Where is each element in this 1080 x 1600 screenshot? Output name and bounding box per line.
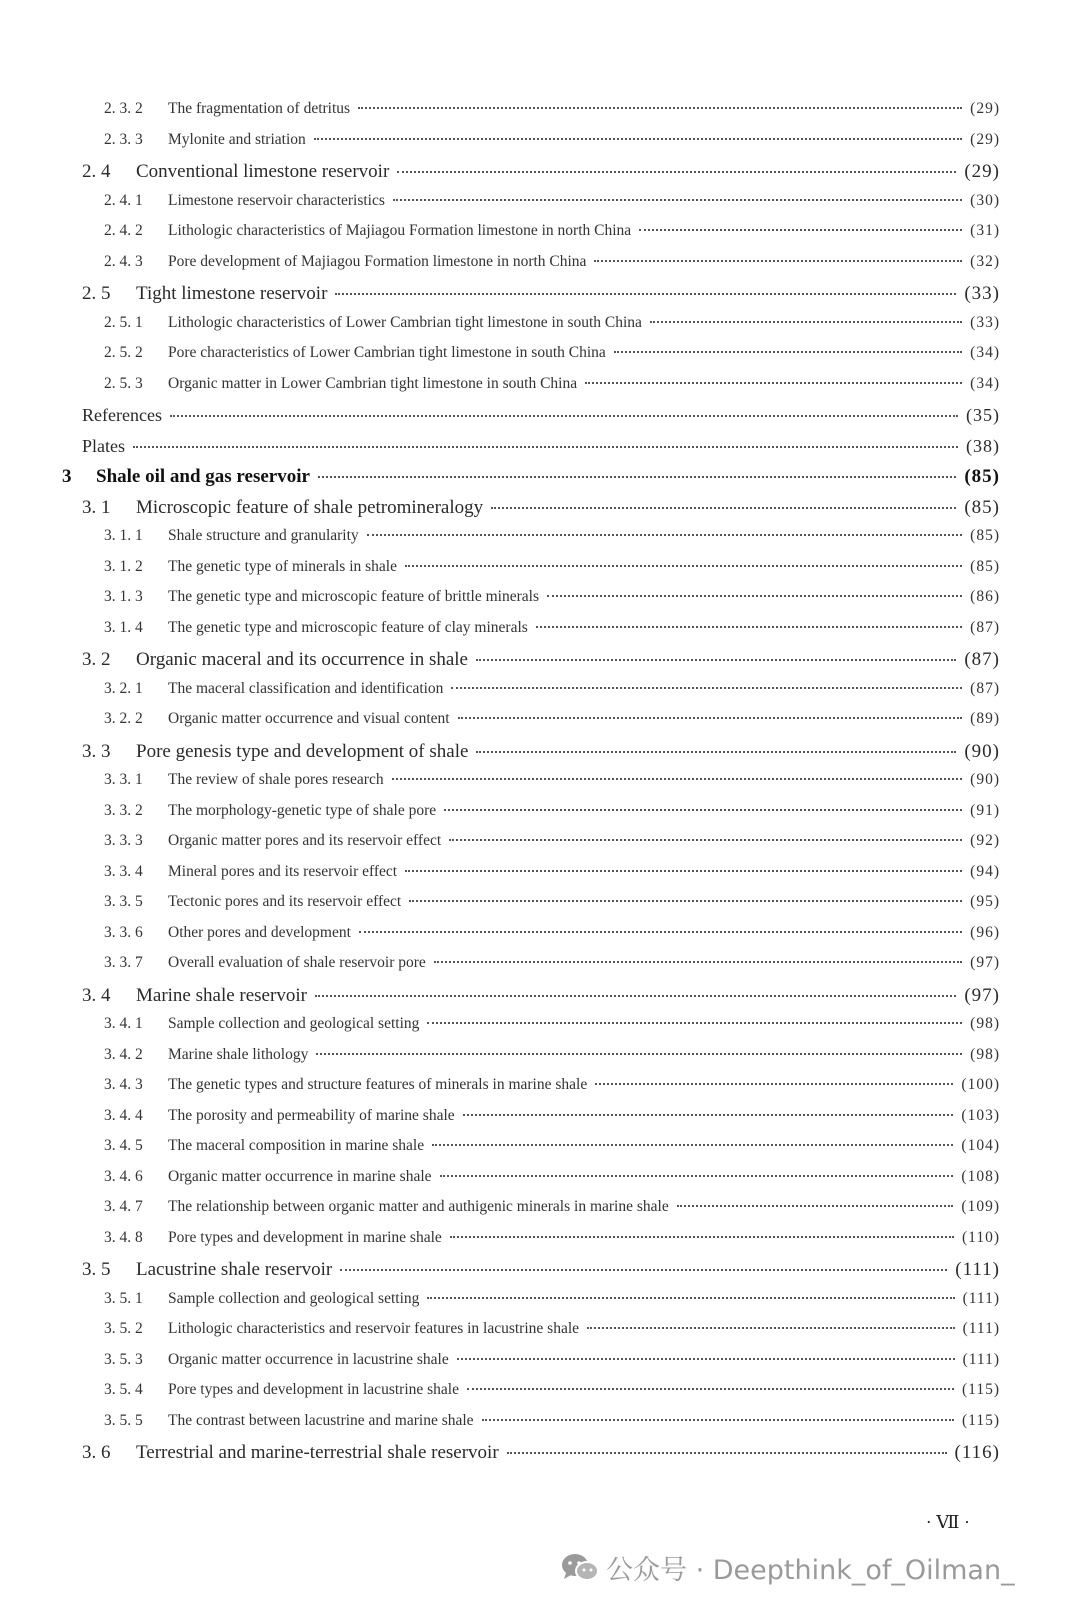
toc-entry [0, 588, 1000, 606]
dot-leader [476, 751, 956, 753]
toc-entry-number: 3. 2 [82, 649, 111, 670]
toc-entry-page: (89) [970, 710, 1000, 727]
toc-entry-number: 3. 4. 1 [104, 1015, 143, 1032]
toc-entry-title: Organic maceral and its occurrence in shale [136, 649, 468, 670]
toc-entry [0, 1320, 1000, 1338]
dot-leader [614, 351, 962, 353]
toc-entry [0, 1442, 1000, 1464]
toc-entry-title: The relationship between organic matter and authigenic minerals in marine shale [168, 1198, 669, 1215]
toc-entry-number: 3. 1. 2 [104, 557, 143, 575]
toc-entry-title: Plates [82, 435, 125, 456]
dot-leader [393, 199, 962, 201]
toc-entry-number: 3. 6 [82, 1442, 111, 1463]
toc-entry-number: 3. 5. 5 [104, 1411, 143, 1429]
toc-entry-number: 3. 3. 2 [104, 801, 143, 819]
toc-entry-page: (87) [970, 618, 1000, 636]
dot-leader [335, 293, 956, 295]
dot-leader [476, 659, 956, 661]
toc-entry-title: Overall evaluation of shale reservoir pore [168, 954, 426, 971]
toc-entry-number: 3. 4. 5 [104, 1137, 143, 1154]
toc-entry-page: (87) [964, 649, 1000, 670]
toc-entry-number: 3. 3. 1 [104, 771, 143, 788]
dot-leader [432, 1144, 953, 1146]
toc-entry-number: 2. 4. 1 [104, 191, 143, 209]
toc-entry-title: Marine shale lithology [168, 1045, 309, 1063]
toc-entry [0, 1168, 1000, 1186]
toc-entry-page: (29) [970, 100, 1000, 117]
dot-leader [547, 595, 962, 597]
toc-entry-title: Pore genesis type and development of shale [136, 740, 469, 762]
toc-entry-page: (85) [970, 527, 1000, 544]
toc-entry-title: Tectonic pores and its reservoir effect [168, 893, 402, 910]
toc-entry-title: The contrast between lacustrine and marine shale [168, 1411, 474, 1429]
toc-entry-page: (30) [970, 191, 1000, 209]
toc-entry [0, 497, 1000, 519]
toc-entry-number: 3. 4. 4 [104, 1106, 143, 1124]
toc-entry-page: (111) [955, 1259, 1000, 1280]
toc-entry-title: Shale oil and gas reservoir [96, 466, 310, 487]
toc-entry-number: 3 [62, 466, 72, 487]
toc-entry [0, 893, 1000, 911]
toc-entry [0, 1107, 1000, 1125]
toc-entry [0, 405, 1000, 426]
toc-entry [0, 253, 1000, 271]
dot-leader [482, 1419, 954, 1421]
toc-entry [0, 344, 1000, 362]
toc-entry [0, 741, 1000, 763]
toc-entry [0, 131, 1000, 149]
dot-leader [427, 1297, 954, 1299]
toc-entry-title: Organic matter pores and its reservoir effect [168, 832, 442, 849]
toc-entry-number: 3. 3. 3 [104, 832, 143, 849]
toc-entry-number: 3. 4. 2 [104, 1045, 143, 1063]
dot-leader [434, 961, 962, 963]
toc-entry-number: 3. 5 [82, 1259, 111, 1280]
dot-leader [491, 507, 956, 509]
toc-entry-title: Pore development of Majiagou Formation limestone in north China [168, 252, 587, 270]
toc-entry-page: (115) [962, 1411, 1000, 1429]
toc-entry [0, 771, 1000, 789]
toc-entry-page: (85) [964, 466, 1000, 487]
toc-entry-title: Organic matter occurrence and visual content [168, 710, 450, 727]
toc-entry-number: 3. 5. 2 [104, 1320, 143, 1337]
toc-entry-number: 3. 5. 4 [104, 1381, 143, 1398]
toc-entry-title: References [82, 405, 162, 425]
dot-leader [457, 1358, 955, 1360]
toc-entry [0, 924, 1000, 942]
toc-entry-page: (109) [961, 1198, 1000, 1215]
toc-entry-number: 3. 2. 1 [104, 679, 143, 697]
toc-entry-page: (33) [970, 313, 1000, 331]
dot-leader [440, 1175, 954, 1177]
dot-leader [467, 1388, 954, 1390]
toc-entry [0, 1381, 1000, 1399]
toc-entry-number: 2. 4 [82, 161, 111, 182]
toc-entry-number: 3. 3. 7 [104, 954, 143, 971]
dot-leader [639, 229, 962, 231]
toc-entry-number: 2. 3. 2 [104, 100, 143, 117]
toc-entry [0, 619, 1000, 637]
dot-leader [677, 1205, 954, 1207]
toc-entry-number: 2. 5 [82, 283, 111, 304]
toc-entry-title: Tight limestone reservoir [136, 283, 328, 304]
toc-entry-page: (116) [954, 1442, 1000, 1463]
toc-entry-page: (90) [964, 740, 1000, 762]
dot-leader [405, 565, 962, 567]
dot-leader [451, 687, 962, 689]
dot-leader [507, 1452, 947, 1454]
toc-entry-number: 3. 1 [82, 496, 111, 518]
dot-leader [536, 626, 962, 628]
dot-leader [367, 534, 963, 536]
toc-entry-page: (95) [970, 893, 1000, 910]
watermark [560, 1548, 1015, 1587]
toc-entry-page: (115) [962, 1381, 1000, 1398]
toc-entry-page: (34) [970, 344, 1000, 361]
toc-entry [0, 436, 1000, 457]
toc-entry-number: 3. 3. 5 [104, 893, 143, 910]
toc-entry-page: (97) [964, 984, 1000, 1006]
toc-entry-page: (34) [970, 374, 1000, 392]
toc-entry [0, 832, 1000, 850]
toc-entry-title: Organic matter occurrence in lacustrine shale [168, 1350, 449, 1368]
dot-leader [449, 839, 962, 841]
toc-entry-page: (90) [970, 771, 1000, 788]
toc-entry-number: 3. 4. 3 [104, 1076, 143, 1093]
toc-entry-number: 3. 4. 7 [104, 1198, 143, 1215]
toc-entry [0, 1076, 1000, 1094]
toc-entry [0, 1198, 1000, 1216]
toc-entry-number: 3. 4. 6 [104, 1167, 143, 1185]
toc-entry [0, 680, 1000, 698]
toc-entry [0, 863, 1000, 881]
toc-entry [0, 283, 1000, 305]
toc-entry-number: 3. 3 [82, 740, 111, 762]
toc-entry [0, 1259, 1000, 1281]
dot-leader [359, 931, 962, 933]
dot-leader [650, 321, 962, 323]
toc-entry-page: (111) [962, 1289, 1000, 1307]
toc-entry-page: (98) [970, 1015, 1000, 1032]
toc-entry-page: (87) [970, 679, 1000, 697]
toc-entry-title: Terrestrial and marine-terrestrial shale reservoir [136, 1442, 499, 1463]
dot-leader [595, 1083, 953, 1085]
toc-entry-page: (111) [962, 1320, 1000, 1337]
toc-entry-page: (98) [970, 1045, 1000, 1063]
toc-entry-page: (91) [970, 801, 1000, 819]
dot-leader [315, 995, 956, 997]
toc-entry-number: 2. 4. 3 [104, 252, 143, 270]
toc-entry [0, 100, 1000, 118]
toc-entry-page: (94) [970, 862, 1000, 880]
toc-entry-number: 3. 3. 6 [104, 923, 143, 941]
toc-entry-page: (111) [962, 1350, 1000, 1368]
toc-entry-title: Conventional limestone reservoir [136, 161, 390, 182]
toc-entry-number: 3. 5. 3 [104, 1350, 143, 1368]
toc-entry [0, 1015, 1000, 1033]
toc-entry-number: 3. 4 [82, 984, 111, 1006]
dot-leader [450, 1236, 954, 1238]
toc-entry [0, 222, 1000, 240]
dot-leader [316, 1053, 962, 1055]
toc-entry-title: The morphology-genetic type of shale pore [168, 801, 437, 819]
toc-entry-title: The genetic types and structure features of minerals in marine shale [168, 1076, 588, 1093]
toc-entry-number: 2. 3. 3 [104, 130, 143, 148]
toc-entry-number: 2. 5. 3 [104, 374, 143, 392]
toc-entry-page: (35) [966, 405, 1000, 425]
toc-entry-title: The genetic type and microscopic feature of brittle minerals [168, 588, 539, 605]
toc-entry [0, 1412, 1000, 1430]
toc-entry [0, 161, 1000, 183]
dot-leader [392, 778, 963, 780]
toc-entry-title: The maceral classification and identification [168, 679, 444, 697]
toc-entry [0, 1229, 1000, 1247]
toc-entry [0, 1046, 1000, 1064]
toc-entry-title: Microscopic feature of shale petromineralogy [136, 496, 484, 518]
page-number: · Ⅶ · [925, 1512, 970, 1532]
wechat-icon [560, 1552, 600, 1584]
toc-entry-number: 3. 4. 8 [104, 1228, 143, 1246]
toc-entry [0, 1351, 1000, 1369]
toc-entry-page: (85) [964, 496, 1000, 518]
toc-entry-page: (85) [970, 557, 1000, 575]
toc-entry-page: (29) [970, 130, 1000, 148]
toc-entry-title: The genetic type of minerals in shale [168, 557, 397, 575]
toc-entry-title: The maceral composition in marine shale [168, 1137, 425, 1154]
toc-entry-title: Mineral pores and its reservoir effect [168, 862, 398, 880]
toc-entry-title: Marine shale reservoir [136, 984, 307, 1006]
dot-leader [314, 138, 962, 140]
dot-leader [133, 446, 958, 448]
dot-leader [463, 1114, 954, 1116]
toc-entry [0, 802, 1000, 820]
toc-entry-page: (31) [970, 222, 1000, 239]
toc-entry-title: Pore types and development in lacustrine shale [168, 1381, 459, 1398]
toc-entry-page: (33) [964, 283, 1000, 304]
toc-entry-page: (92) [970, 832, 1000, 849]
toc-entry-page: (32) [970, 252, 1000, 270]
toc-entry [0, 649, 1000, 671]
dot-leader [585, 382, 962, 384]
dot-leader [409, 900, 962, 902]
dot-leader [318, 476, 956, 478]
dot-leader [444, 809, 962, 811]
toc-entry-page: (86) [970, 588, 1000, 605]
toc-entry-title: Lacustrine shale reservoir [136, 1259, 333, 1280]
dot-leader [594, 260, 962, 262]
toc-entry [0, 985, 1000, 1007]
toc-entry-number: 2. 5. 2 [104, 344, 143, 361]
toc-entry-page: (103) [961, 1106, 1000, 1124]
toc-entry-number: 3. 1. 3 [104, 588, 143, 605]
toc-entry [0, 314, 1000, 332]
dot-leader [587, 1327, 955, 1329]
toc-entry [0, 375, 1000, 393]
toc-entry [0, 192, 1000, 210]
toc-entry-page: (97) [970, 954, 1000, 971]
toc-entry-number: 2. 5. 1 [104, 313, 143, 331]
toc-entry-title: Lithologic characteristics of Lower Cambrian tight limestone in south China [168, 313, 642, 331]
toc-entry-number: 3. 2. 2 [104, 710, 143, 727]
toc-entry-title: Limestone reservoir characteristics [168, 191, 385, 209]
toc-entry-title: Organic matter occurrence in marine shale [168, 1167, 432, 1185]
toc-entry-page: (96) [970, 923, 1000, 941]
toc-entry-title: Shale structure and granularity [168, 527, 359, 544]
toc-entry-title: Other pores and development [168, 923, 351, 941]
toc-entry-number: 3. 3. 4 [104, 862, 143, 880]
toc-entry-number: 2. 4. 2 [104, 222, 143, 239]
toc-entry [0, 1137, 1000, 1155]
dot-leader [397, 171, 956, 173]
toc-entry-title: The genetic type and microscopic feature of clay minerals [168, 618, 528, 636]
toc-entry-number: 3. 1. 1 [104, 527, 143, 544]
toc-entry-title: Sample collection and geological setting [168, 1015, 420, 1032]
toc-entry [0, 1290, 1000, 1308]
toc-entry-title: The fragmentation of detritus [168, 100, 351, 117]
toc-entry [0, 527, 1000, 545]
toc-entry-title: Lithologic characteristics of Majiagou Formation limestone in north China [168, 222, 632, 239]
dot-leader [427, 1022, 962, 1024]
dot-leader [170, 415, 958, 417]
toc-entry-page: (29) [964, 161, 1000, 182]
dot-leader [458, 717, 963, 719]
toc-entry-page: (108) [961, 1167, 1000, 1185]
toc-entry [0, 954, 1000, 972]
toc-entry [0, 466, 1000, 488]
toc-entry-title: Lithologic characteristics and reservoir features in lacustrine shale [168, 1320, 580, 1337]
toc-entry-page: (38) [966, 435, 1000, 456]
toc-entry-title: Pore characteristics of Lower Cambrian tight limestone in south China [168, 344, 606, 361]
toc-entry [0, 558, 1000, 576]
toc-entry-page: (100) [961, 1076, 1000, 1093]
toc-entry-title: The porosity and permeability of marine shale [168, 1106, 455, 1124]
toc-entry-number: 3. 1. 4 [104, 618, 143, 636]
toc-entry-title: Sample collection and geological setting [168, 1289, 420, 1307]
toc-entry-title: Organic matter in Lower Cambrian tight limestone in south China [168, 374, 578, 392]
toc-entry-title: The review of shale pores research [168, 771, 384, 788]
dot-leader [358, 107, 962, 109]
toc-entry [0, 710, 1000, 728]
toc-entry-page: (110) [962, 1228, 1000, 1246]
toc-entry-title: Pore types and development in marine shale [168, 1228, 442, 1246]
toc-entry-number: 3. 5. 1 [104, 1289, 143, 1307]
toc-entry-title: Mylonite and striation [168, 130, 306, 148]
dot-leader [340, 1269, 947, 1271]
watermark-text: 公众号 · Deepthink_of_Oilman_ [606, 1555, 1015, 1586]
dot-leader [405, 870, 962, 872]
toc-entry-page: (104) [961, 1137, 1000, 1154]
